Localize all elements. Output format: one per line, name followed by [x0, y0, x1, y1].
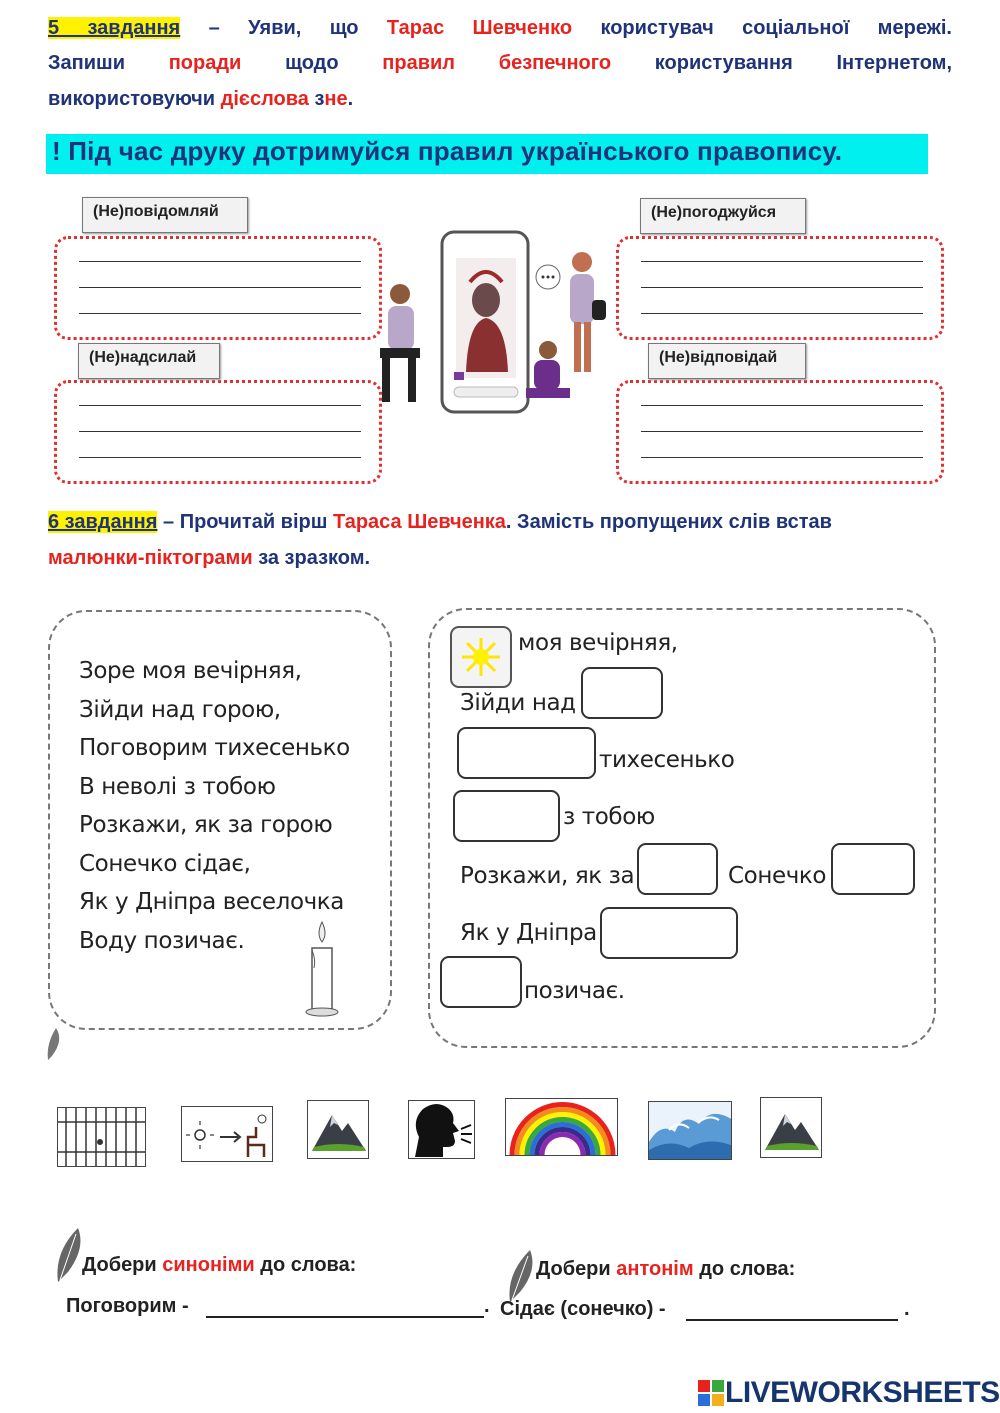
water-wave-icon [649, 1102, 732, 1160]
sitting-man-icon [380, 284, 420, 402]
spelling-notice: ! Під час друку дотримуйся правил українського правопису. [46, 134, 928, 174]
task5-label: 5 завдання [48, 17, 181, 39]
slot-mountain[interactable] [581, 667, 663, 719]
slot-prison[interactable] [453, 790, 560, 842]
prison-bars-icon [58, 1108, 146, 1167]
task6-line-1: 6 завдання – Прочитай вірш Тараса Шевченка. Замість пропущених слів встав [48, 511, 832, 533]
feather-icon [52, 1226, 86, 1284]
poem-text: Зоре моя вечірняя, Зійди над горою, Поговорим тихесенько В неволі з тобою Розкажи, як за горою Сонечко сідає, Як у Дніпра веселочка Воду позичає. [79, 658, 350, 954]
pictogram-sunset[interactable] [181, 1106, 273, 1162]
feather-icon [504, 1248, 538, 1304]
label-ne-povidomliai: (Не)повідомляй [82, 197, 248, 233]
star-icon [452, 628, 510, 686]
slot-water[interactable] [440, 956, 522, 1008]
candle-icon [302, 920, 342, 1020]
pictogram-speaking-head[interactable] [408, 1100, 475, 1159]
label-ne-pohodzhuisia: (Не)погоджуйся [640, 198, 806, 234]
task6-line-2: малюнки-піктограми за зразком. [48, 547, 371, 569]
sitting-boy-icon [526, 341, 570, 398]
liveworksheets-logo-icon [697, 1379, 725, 1407]
rainbow-icon [506, 1099, 618, 1156]
task5-line-3: використовуючи дієслова зне. [48, 88, 354, 110]
liveworksheets-logo: LIVEWORKSHEETS [697, 1376, 1000, 1410]
label-ne-nadsylai: (Не)надсилай [78, 343, 220, 379]
synonyms-prompt: Добери синоніми до слова: [82, 1254, 357, 1276]
poem-box [48, 610, 392, 1030]
slot-rainbow[interactable] [600, 907, 738, 959]
antonym-prompt: Добери антонім до слова: [536, 1258, 796, 1280]
antonym-answer-line[interactable] [686, 1319, 898, 1321]
task6-label: 6 завдання [48, 511, 158, 533]
advice-box-top-right[interactable] [616, 236, 944, 340]
advice-box-bottom-right[interactable] [616, 380, 944, 484]
pictogram-mountain-2[interactable] [760, 1097, 822, 1158]
advice-box-bottom-left[interactable] [54, 380, 382, 484]
slot-speak[interactable] [457, 727, 596, 779]
pictogram-water-wave[interactable] [648, 1101, 732, 1160]
slot-star-example [450, 626, 512, 688]
advice-box-top-left[interactable] [54, 236, 382, 340]
walking-woman-icon [570, 252, 606, 372]
mountain-icon [308, 1101, 369, 1159]
label-ne-vidpovidai: (Не)відповідай [648, 343, 806, 379]
mountain-icon [761, 1098, 822, 1158]
sunset-icon [182, 1107, 273, 1162]
social-media-illustration [370, 222, 620, 422]
pictogram-prison-bars[interactable] [57, 1107, 146, 1167]
slot-mountain-2[interactable] [637, 843, 718, 895]
antonym-word: Сідає (сонечко) - [500, 1298, 666, 1320]
feather-icon [44, 1026, 64, 1062]
pictogram-rainbow[interactable] [505, 1098, 618, 1156]
slot-sunset[interactable] [831, 843, 915, 895]
pictogram-mountain[interactable] [307, 1100, 369, 1159]
chat-bubble-icon [536, 265, 560, 289]
synonyms-answer-line[interactable] [206, 1316, 484, 1318]
speaking-head-icon [409, 1101, 475, 1159]
task5-line-2: Запиши поради щодо правил безпечного користування Інтернетом, [48, 52, 953, 74]
task5-line-1: 5 завдання – Уяви, що Тарас Шевченко користувач соціальної мережі. [48, 17, 952, 39]
synonyms-word: Поговорим - [66, 1295, 189, 1317]
